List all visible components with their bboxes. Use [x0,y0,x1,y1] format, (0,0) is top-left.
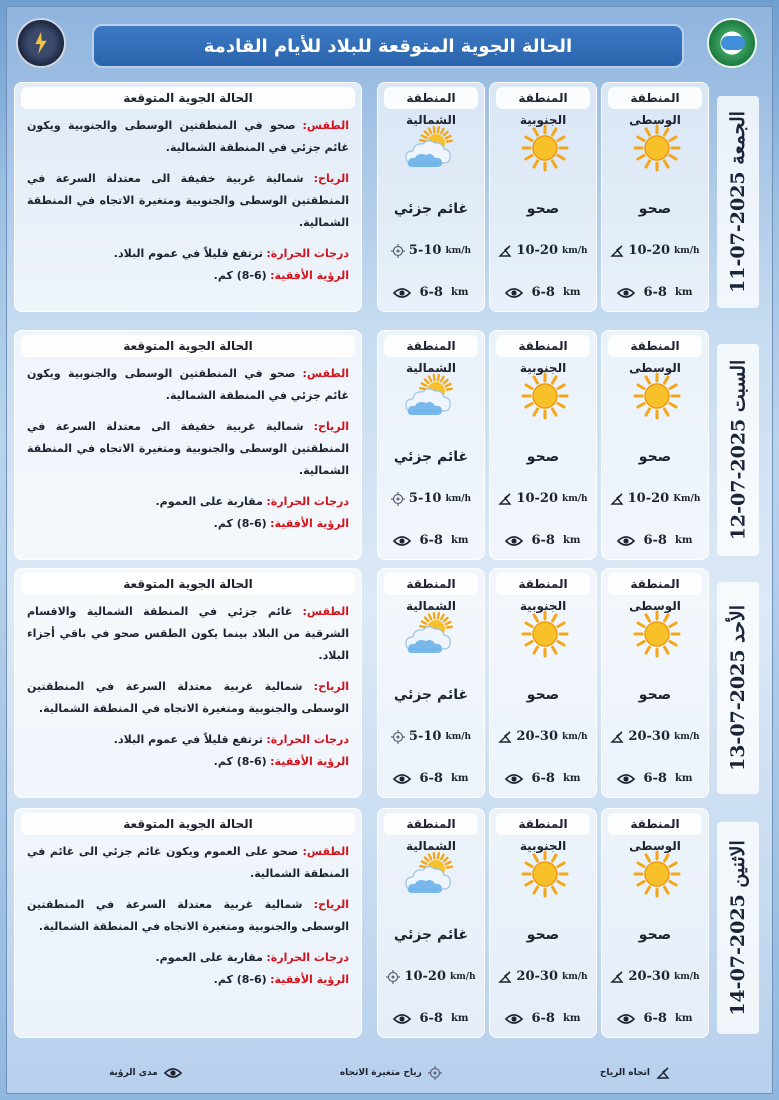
visibility-unit: km [450,287,469,298]
region-card [601,82,709,312]
wind-speed [382,243,480,258]
wind-speed [382,729,480,744]
visibility-text: (6-8) كم. [213,517,267,530]
weather-condition: صحو [638,927,672,943]
visibility-value: 6-8 [531,285,555,300]
visibility-value: 6-8 [643,771,667,786]
sun-icon [520,849,570,899]
wind-text: شمالية غربية معتدلة السرعة في المنطقتين الوسطى والجنوبية ومتغيرة الاتجاه في المنطقة الشمالية. [27,680,349,715]
region-card [489,330,597,560]
wind-text: شمالية غربية معتدلة السرعة في المنطقتين الوسطى والجنوبية ومتغيرة الاتجاه في المنطقة الشمالية. [27,898,349,933]
sun-icon [632,371,682,421]
variable-wind-icon [386,970,400,984]
visibility-value: 6-8 [419,533,443,548]
forecast-summary-header: الحالة الجوية المتوقعة [21,87,355,109]
wind-paragraph [27,416,349,482]
eye-icon [617,1013,635,1025]
wind-speed-unit: km/h [561,731,588,742]
wind-speed-value: 10-20 [516,491,558,506]
temp-label: درجات الحرارة: [266,247,349,260]
legend-variable-wind [340,1066,442,1080]
wind-speed-unit: km/h [445,245,472,256]
temp-label: درجات الحرارة: [266,733,349,746]
visibility-label: الرؤية الأفقية: [270,973,349,986]
date-label: الأحد 2025-07-13 [727,604,749,772]
forecast-summary-card [14,82,362,312]
region-name: المنطقة الوسطى [608,813,702,835]
eye-icon [393,1013,411,1025]
wind-speed-unit: Km/h [673,493,701,504]
wind-speed [494,491,592,506]
visibility-unit: km [562,1013,581,1024]
visibility-paragraph [27,969,349,991]
visibility-text: (6-8) كم. [213,973,267,986]
weather-condition: غائم جزئي [393,449,469,465]
weather-label: الطقس: [302,119,349,132]
wind-direction-icon [610,970,624,984]
forecast-summary-card [14,568,362,798]
weather-label: الطقس: [302,367,349,380]
weather-paragraph [27,363,349,407]
eye-icon [505,1013,523,1025]
date-label: الجمعة 2025-07-11 [727,111,749,293]
eye-icon [393,287,411,299]
sun-icon [632,123,682,173]
visibility-value: 6-8 [419,1011,443,1026]
legend-wind-direction [600,1066,670,1080]
visibility [382,533,480,548]
wind-text: شمالية غربية خفيفة الى معتدلة السرعة في المنطقتين الوسطى والجنوبية ومتغيرة الاتجاه في المنطقة الشمالية. [27,420,349,477]
visibility-label: الرؤية الأفقية: [270,269,349,282]
region-card [601,330,709,560]
date-label-tab [717,344,759,556]
region-card [377,330,485,560]
sun-icon [520,609,570,659]
day-row [14,568,759,800]
weather-text: غائم جزئي في المنطقة الشمالية والاقسام الشرقية من البلاد بينما يكون الطقس صحو في باقي أجزاء البلاد. [27,605,349,662]
visibility-unit: km [450,535,469,546]
eye-icon [505,287,523,299]
date-label-tab [717,822,759,1034]
visibility-label: الرؤية الأفقية: [270,517,349,530]
region-name: المنطقة الوسطى [608,573,702,595]
day-row [14,82,759,314]
meteorological-authority-logo [16,18,66,68]
wind-direction-icon [610,244,624,258]
partly-cloudy-icon [408,849,458,899]
wind-speed-unit: km/h [445,493,472,504]
wind-speed [606,729,704,744]
wind-speed [494,729,592,744]
wind-speed-value: 20-30 [516,969,558,984]
weather-paragraph [27,115,349,159]
visibility-unit: km [562,287,581,298]
date-label-tab [717,96,759,308]
forecast-summary-text [27,841,349,1000]
weather-condition: صحو [526,449,560,465]
weather-paragraph [27,841,349,885]
region-name: المنطقة الشمالية [384,87,478,109]
region-card [489,808,597,1038]
temp-text: ترتفع قليلاً في عموم البلاد. [113,733,263,746]
visibility [606,1011,704,1026]
visibility [606,285,704,300]
forecast-summary-header: الحالة الجوية المتوقعة [21,573,355,595]
weather-condition: صحو [526,201,560,217]
region-card [489,568,597,798]
variable-wind-icon [428,1066,442,1080]
wind-speed-value: 20-30 [628,729,670,744]
wind-direction-icon [656,1066,670,1080]
wind-speed [382,969,480,984]
eye-icon [164,1067,182,1079]
wind-speed-unit: km/h [449,971,476,982]
visibility-unit: km [674,773,693,784]
region-card [601,568,709,798]
wind-speed-unit: km/h [561,971,588,982]
temp-paragraph [27,729,349,751]
region-name: المنطقة الشمالية [384,573,478,595]
eye-icon [617,287,635,299]
wind-speed [606,491,704,506]
temp-text: مقاربة على العموم. [155,951,263,964]
region-card [377,568,485,798]
region-name: المنطقة الجنوبية [496,335,590,357]
forecast-summary-text [27,115,349,296]
legend-variable-wind-label: رياح متغيرة الاتجاه [339,1068,422,1078]
wind-direction-icon [610,730,624,744]
weather-text: صحو في المنطقتين الوسطى والجنوبية ويكون غائم جزئي في المنطقة الشمالية. [27,367,349,402]
wind-speed-value: 20-30 [628,969,670,984]
region-card [489,82,597,312]
eye-icon [393,773,411,785]
wind-speed [606,969,704,984]
weather-condition: غائم جزئي [393,201,469,217]
forecast-summary-header: الحالة الجوية المتوقعة [21,335,355,357]
weather-text: صحو في المنطقتين الوسطى والجنوبية ويكون غائم جزئي في المنطقة الشمالية. [27,119,349,154]
page-title: الحالة الجوية المتوقعة للبلاد للأيام القادمة [92,24,684,68]
region-name: المنطقة الشمالية [384,335,478,357]
forecast-summary-text [27,363,349,544]
visibility [606,533,704,548]
visibility [382,285,480,300]
wind-direction-icon [498,492,512,506]
variable-wind-icon [391,492,405,506]
wind-label: الرياح: [313,680,350,693]
wind-direction-icon [498,244,512,258]
date-label-tab [717,582,759,794]
day-row [14,808,759,1040]
legend-visibility [109,1067,182,1079]
region-card [377,808,485,1038]
sun-icon [632,609,682,659]
visibility [382,1011,480,1026]
wind-paragraph [27,676,349,720]
sun-icon [632,849,682,899]
day-row [14,330,759,562]
legend [30,1058,749,1088]
region-name: المنطقة الجنوبية [496,813,590,835]
visibility [494,1011,592,1026]
eye-icon [617,535,635,547]
visibility [494,285,592,300]
visibility-unit: km [450,773,469,784]
weather-condition: صحو [638,449,672,465]
wind-label: الرياح: [313,898,350,911]
wind-speed-value: 10-20 [627,491,670,506]
wind-speed-value: 10-20 [516,243,558,258]
eye-icon [505,535,523,547]
wind-speed-unit: km/h [561,245,588,256]
wind-direction-icon [498,730,512,744]
visibility [606,771,704,786]
wind-speed [606,243,704,258]
visibility-value: 6-8 [643,1011,667,1026]
wind-speed-value: 20-30 [516,729,558,744]
visibility-value: 6-8 [643,533,667,548]
wind-direction-icon [498,970,512,984]
visibility-unit: km [562,773,581,784]
wind-speed [494,243,592,258]
visibility [382,771,480,786]
visibility [494,771,592,786]
region-name: المنطقة الجنوبية [496,87,590,109]
temp-label: درجات الحرارة: [266,951,349,964]
visibility-text: (6-8) كم. [213,269,267,282]
date-label: الاثنين 2025-07-14 [727,840,749,1016]
visibility-unit: km [562,535,581,546]
temp-paragraph [27,491,349,513]
legend-visibility-label: مدى الرؤية [109,1068,158,1078]
wind-speed-unit: km/h [673,971,700,982]
visibility-unit: km [674,287,693,298]
variable-wind-icon [391,730,405,744]
weather-label: الطقس: [302,605,349,618]
visibility-unit: km [674,535,693,546]
visibility-paragraph [27,751,349,773]
weather-condition: صحو [638,201,672,217]
wind-speed-value: 10-20 [628,243,670,258]
partly-cloudy-icon [408,371,458,421]
wind-direction-icon [610,492,624,506]
eye-icon [505,773,523,785]
weather-paragraph [27,601,349,667]
visibility-paragraph [27,265,349,287]
wind-speed [382,491,480,506]
wind-speed-unit: km/h [673,731,700,742]
weather-label: الطقس: [302,845,350,858]
wind-speed [494,969,592,984]
ministry-logo [707,18,757,68]
wind-speed-value: 5-10 [408,243,442,258]
region-card [377,82,485,312]
visibility [494,533,592,548]
wind-paragraph [27,168,349,234]
temp-paragraph [27,243,349,265]
visibility-unit: km [674,1013,693,1024]
temp-text: مقاربة على العموم. [155,495,263,508]
visibility-paragraph [27,513,349,535]
visibility-text: (6-8) كم. [213,755,267,768]
sun-icon [520,123,570,173]
visibility-value: 6-8 [419,771,443,786]
variable-wind-icon [391,244,405,258]
visibility-value: 6-8 [531,533,555,548]
wind-speed-unit: km/h [561,493,588,504]
temp-label: درجات الحرارة: [266,495,349,508]
weather-condition: صحو [526,687,560,703]
weather-condition: صحو [638,687,672,703]
visibility-value: 6-8 [531,1011,555,1026]
sun-icon [520,371,570,421]
legend-wind-direction-label: اتجاه الرياح [599,1068,650,1078]
visibility-unit: km [450,1013,469,1024]
visibility-value: 6-8 [531,771,555,786]
region-name: المنطقة الجنوبية [496,573,590,595]
temp-paragraph [27,947,349,969]
weather-condition: صحو [526,927,560,943]
temp-text: ترتفع قليلاً في عموم البلاد. [113,247,263,260]
partly-cloudy-icon [408,123,458,173]
visibility-value: 6-8 [419,285,443,300]
region-name: المنطقة الشمالية [384,813,478,835]
region-name: المنطقة الوسطى [608,335,702,357]
wind-label: الرياح: [313,172,349,185]
region-card [601,808,709,1038]
wind-text: شمالية غربية خفيفة الى معتدلة السرعة في المنطقتين الوسطى والجنوبية ومتغيرة الاتجاه في المنطقة الشمالية. [27,172,349,229]
region-name: المنطقة الوسطى [608,87,702,109]
partly-cloudy-icon [408,609,458,659]
wind-speed-unit: km/h [673,245,700,256]
weather-text: صحو على العموم ويكون غائم جزئي الى غائم في المنطقة الشمالية. [27,845,349,880]
visibility-label: الرؤية الأفقية: [270,755,349,768]
wind-label: الرياح: [313,420,349,433]
weather-condition: غائم جزئي [393,927,469,943]
forecast-summary-card [14,808,362,1038]
wind-speed-value: 5-10 [408,491,442,506]
forecast-summary-header: الحالة الجوية المتوقعة [21,813,355,835]
eye-icon [393,535,411,547]
date-label: السبت 2025-07-12 [726,359,749,541]
wind-speed-value: 10-20 [404,969,446,984]
weather-condition: غائم جزئي [393,687,469,703]
forecast-summary-text [27,601,349,782]
wind-speed-value: 5-10 [408,729,442,744]
eye-icon [617,773,635,785]
wind-speed-unit: km/h [445,731,472,742]
wind-paragraph [27,894,349,938]
forecast-summary-card [14,330,362,560]
visibility-value: 6-8 [643,285,667,300]
